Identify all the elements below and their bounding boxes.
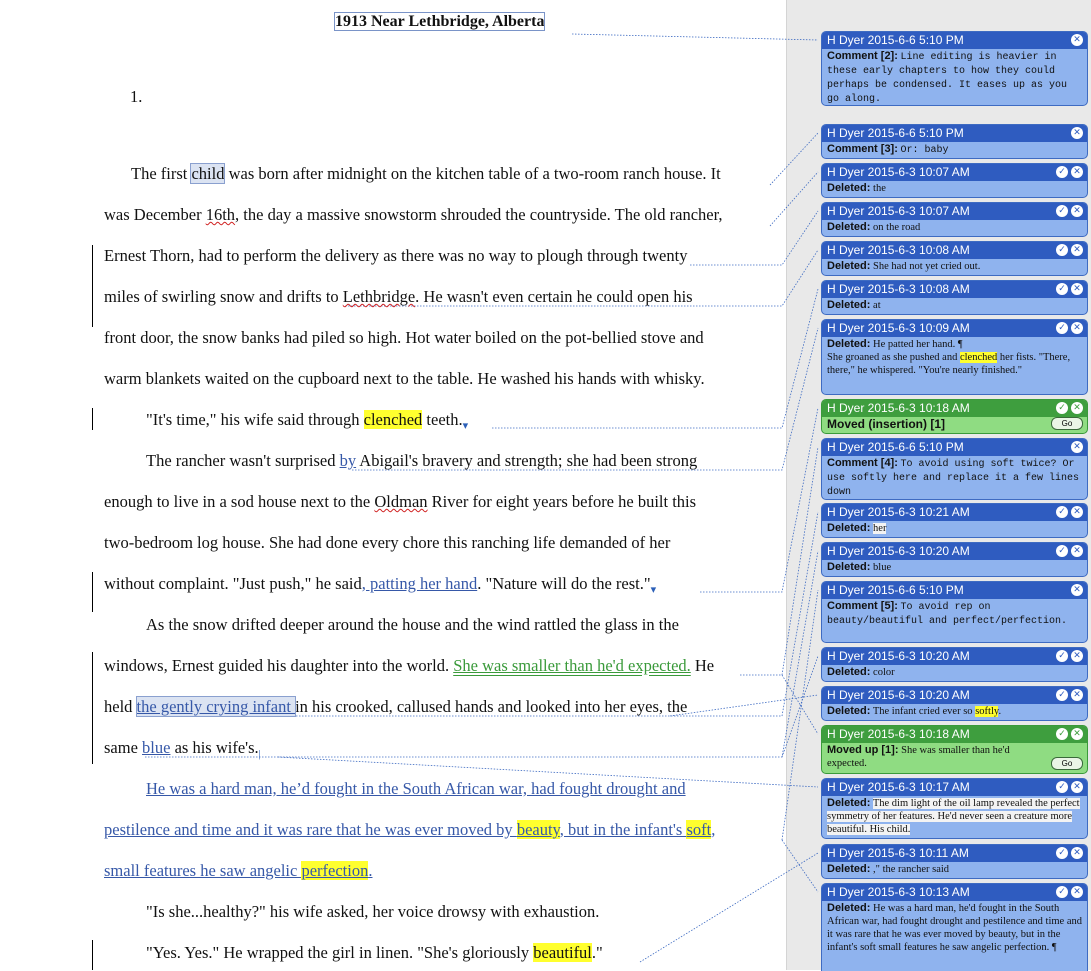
highlighted-text: soft: [686, 820, 712, 839]
accept-icon[interactable]: ✓: [1056, 244, 1068, 256]
leader-line: [782, 656, 818, 757]
close-icon[interactable]: ✕: [1071, 244, 1083, 256]
paragraph-line[interactable]: He was a hard man, he’d fought in the South African war, had fought drought and: [146, 779, 686, 798]
inserted-text[interactable]: blue: [142, 738, 171, 757]
spelling-flag[interactable]: 16th: [205, 205, 236, 224]
comment-balloon[interactable]: H Dyer 2015-6-6 5:10 PM ✕ Comment [3]: Or: baby: [821, 124, 1088, 159]
deletion-balloon[interactable]: H Dyer 2015-6-3 10:11 AM ✓ ✕ Deleted: ," the rancher said: [821, 844, 1088, 879]
paragraph-line[interactable]: miles of swirling snow and drifts to Lethbridge. He wasn't even certain he could open his: [104, 287, 693, 306]
leader-line: [740, 675, 818, 734]
go-button[interactable]: Go: [1051, 757, 1083, 770]
close-icon[interactable]: ✕: [1071, 728, 1083, 740]
close-icon[interactable]: ✕: [1071, 166, 1083, 178]
move-balloon[interactable]: H Dyer 2015-6-3 10:18 AM ✓ ✕ Moved (insertion) [1] Go: [821, 399, 1088, 434]
accept-icon[interactable]: ✓: [1056, 650, 1068, 662]
accept-icon[interactable]: ✓: [1056, 728, 1068, 740]
leader-line: [770, 172, 818, 226]
accept-icon[interactable]: ✓: [1056, 506, 1068, 518]
deletion-balloon[interactable]: H Dyer 2015-6-3 10:08 AM ✓ ✕ Deleted: She had not yet cried out.: [821, 241, 1088, 276]
close-icon[interactable]: ✕: [1071, 506, 1083, 518]
accept-icon[interactable]: ✓: [1056, 402, 1068, 414]
comment-text: Line editing is heavier in these early chapters to how they could perhaps be condensed. It eases up as you go along.: [827, 52, 1068, 105]
deletion-balloon[interactable]: H Dyer 2015-6-3 10:07 AM ✓ ✕ Deleted: the: [821, 163, 1088, 198]
accept-icon[interactable]: ✓: [1056, 166, 1068, 178]
paragraph-line[interactable]: Ernest Thorn, had to perform the delivery as there was no way to plough through twenty: [104, 246, 688, 265]
close-icon[interactable]: ✕: [1071, 322, 1083, 334]
paragraph-line[interactable]: "Yes. Yes." He wrapped the girl in linen. "She's gloriously beautiful.": [146, 943, 603, 962]
highlighted-text: beauty: [516, 820, 560, 839]
spelling-flag[interactable]: Oldman: [374, 492, 428, 511]
paragraph-line[interactable]: "It's time," his wife said through clenched $teeth._▾$: [146, 410, 469, 432]
close-icon[interactable]: ✕: [1071, 205, 1083, 217]
accept-icon[interactable]: ✓: [1056, 205, 1068, 217]
close-icon[interactable]: ✕: [1071, 781, 1083, 793]
paragraph-line[interactable]: enough to live in a sod house next to the Oldman River for eight years before he built this: [104, 492, 697, 511]
accept-icon[interactable]: ✓: [1056, 322, 1068, 334]
paragraph-line[interactable]: held the gently crying infant in his crooked, callused hands and looked into her eyes, the: [104, 697, 688, 716]
inserted-text[interactable]: by: [339, 451, 357, 470]
accept-icon[interactable]: ✓: [1056, 545, 1068, 557]
paragraph-line[interactable]: As the snow drifted deeper around the house and the wind rattled the glass in the: [146, 615, 679, 634]
close-icon[interactable]: ✕: [1071, 584, 1083, 596]
text-cursor: |: [258, 748, 261, 760]
leader-line: [352, 328, 818, 470]
accept-icon[interactable]: ✓: [1056, 781, 1068, 793]
accept-icon[interactable]: ✓: [1056, 283, 1068, 295]
close-icon[interactable]: ✕: [1071, 34, 1083, 46]
inserted-text[interactable]: the gently crying infant: [136, 697, 296, 716]
change-bar: [92, 652, 93, 764]
selected-word[interactable]: child: [191, 164, 225, 183]
leader-line: [572, 34, 818, 40]
paragraph-line[interactable]: windows, Ernest guided his daughter into the world. She was smaller than he'd expected. He: [104, 656, 715, 675]
comment-balloon[interactable]: H Dyer 2015-6-6 5:10 PM ✕ Comment [4]: To avoid using soft twice? Or use softly here and replace it a few lines down: [821, 438, 1088, 500]
leader-line: [782, 840, 818, 892]
paragraph-line[interactable]: without complaint. "Just push," he said, patting her hand. "Nature will do the $rest."_▾$: [104, 574, 657, 596]
paragraph-line[interactable]: The rancher wasn't surprised by Abigail's bravery and strength; she had been strong: [146, 451, 698, 470]
highlighted-text: clenched: [363, 410, 423, 429]
paragraph-line[interactable]: two-bedroom log house. She had done every chore this ranching life demanded of her: [104, 533, 671, 552]
close-icon[interactable]: ✕: [1071, 689, 1083, 701]
move-balloon[interactable]: H Dyer 2015-6-3 10:18 AM ✓ ✕ Moved up [1]: She was smaller than he'd expected. Go: [821, 725, 1088, 774]
deletion-balloon[interactable]: H Dyer 2015-6-3 10:20 AM ✓ ✕ Deleted: color: [821, 647, 1088, 682]
highlighted-text: beautiful: [533, 943, 592, 962]
leader-line: [770, 133, 818, 185]
leader-line: [492, 289, 818, 428]
title-text: 1913 Near Lethbridge, Alberta: [335, 13, 545, 30]
close-icon[interactable]: ✕: [1071, 886, 1083, 898]
close-icon[interactable]: ✕: [1071, 650, 1083, 662]
deletion-balloon[interactable]: H Dyer 2015-6-3 10:17 AM ✓ ✕ Deleted: The dim light of the oil lamp revealed the perfect symmetry of her features. He'd never seen a creature more beautiful. His child.: [821, 778, 1088, 839]
close-icon[interactable]: ✕: [1071, 441, 1083, 453]
close-icon[interactable]: ✕: [1071, 283, 1083, 295]
comment-balloon[interactable]: H Dyer 2015-6-6 5:10 PM ✕ Comment [2]: Line editing is heavier in these early chapters to how they could perhaps be condensed. It eases up as you go along.: [821, 31, 1088, 106]
paragraph-line[interactable]: The first child was born after midnight on the kitchen table of a two-room ranch house. It: [131, 164, 721, 183]
close-icon[interactable]: ✕: [1071, 402, 1083, 414]
balloon-header: H Dyer 2015-6-6 5:10 PM: [827, 33, 964, 47]
go-button[interactable]: Go: [1051, 417, 1083, 430]
highlighted-text: perfection: [301, 861, 369, 880]
change-bar: [92, 408, 93, 430]
page-title[interactable]: [335, 12, 544, 32]
paragraph-line[interactable]: warm blankets waited on the cupboard next to the table. He washed his hands with whisky.: [104, 369, 705, 388]
leader-line: [640, 853, 818, 962]
leader-line: [670, 695, 818, 716]
deletion-balloon[interactable]: H Dyer 2015-6-3 10:20 AM ✓ ✕ Deleted: The infant cried ever so softly.: [821, 686, 1088, 721]
close-icon[interactable]: ✕: [1071, 545, 1083, 557]
deletion-balloon[interactable]: H Dyer 2015-6-3 10:20 AM ✓ ✕ Deleted: blue: [821, 542, 1088, 577]
change-bar: [92, 572, 93, 612]
accept-icon[interactable]: ✓: [1056, 847, 1068, 859]
paragraph-line[interactable]: front door, the snow banks had piled so high. Hot water boiled on the pot-bellied stove and: [104, 328, 704, 347]
deletion-marker[interactable]: ▾: [650, 584, 657, 596]
deletion-balloon[interactable]: H Dyer 2015-6-3 10:08 AM ✓ ✕ Deleted: at: [821, 280, 1088, 315]
leader-line: [700, 408, 818, 592]
leader-line: [782, 590, 818, 840]
close-icon[interactable]: ✕: [1071, 127, 1083, 139]
accept-icon[interactable]: ✓: [1056, 689, 1068, 701]
paragraph-line[interactable]: "Is she...healthy?" his wife asked, her voice drowsy with exhaustion.: [146, 902, 600, 921]
deletion-balloon[interactable]: H Dyer 2015-6-3 10:21 AM ✓ ✕ Deleted: her: [821, 503, 1088, 538]
change-bar: [92, 940, 93, 970]
moved-text[interactable]: She was smaller than he'd expected.: [453, 656, 691, 675]
paragraph-line[interactable]: same blue as his $wife's._|$: [104, 738, 261, 760]
deletion-balloon[interactable]: H Dyer 2015-6-3 10:13 AM ✓ ✕ Deleted: He was a hard man, he'd fought in the South African war, had fought drought and pestilence and time and it was rare that he was ever moved by beauty, but in the infant's soft small features he saw angelic perfection. ¶: [821, 883, 1088, 971]
deletion-balloon[interactable]: H Dyer 2015-6-3 10:07 AM ✓ ✕ Deleted: on the road: [821, 202, 1088, 237]
chapter-number: 1.: [130, 87, 143, 106]
paragraph-line[interactable]: was December 16th, the day a massive snowstorm shrouded the countryside. The old rancher,: [104, 205, 723, 224]
spelling-flag[interactable]: Lethbridge: [342, 287, 416, 306]
leader-line: [782, 447, 818, 675]
comment-balloon[interactable]: H Dyer 2015-6-6 5:10 PM ✕ Comment [5]: To avoid rep on beauty/beautiful and perfect/perfection.: [821, 581, 1088, 643]
paragraph-line[interactable]: small features he saw angelic perfection.: [104, 861, 373, 880]
deletion-balloon[interactable]: H Dyer 2015-6-3 10:09 AM ✓ ✕ Deleted: He patted her hand. ¶ She groaned as she pushed and clenched her fists. "There, there," he whispered. "You're nearly finished.": [821, 319, 1088, 395]
change-bar: [92, 245, 93, 327]
inserted-text[interactable]: , patting her hand: [361, 574, 478, 593]
close-icon[interactable]: ✕: [1071, 847, 1083, 859]
paragraph-line[interactable]: pestilence and time and it was rare that he was ever moved by beauty, but in the infant's soft,: [104, 820, 716, 839]
deletion-marker[interactable]: ▾: [462, 420, 469, 432]
accept-icon[interactable]: ✓: [1056, 886, 1068, 898]
